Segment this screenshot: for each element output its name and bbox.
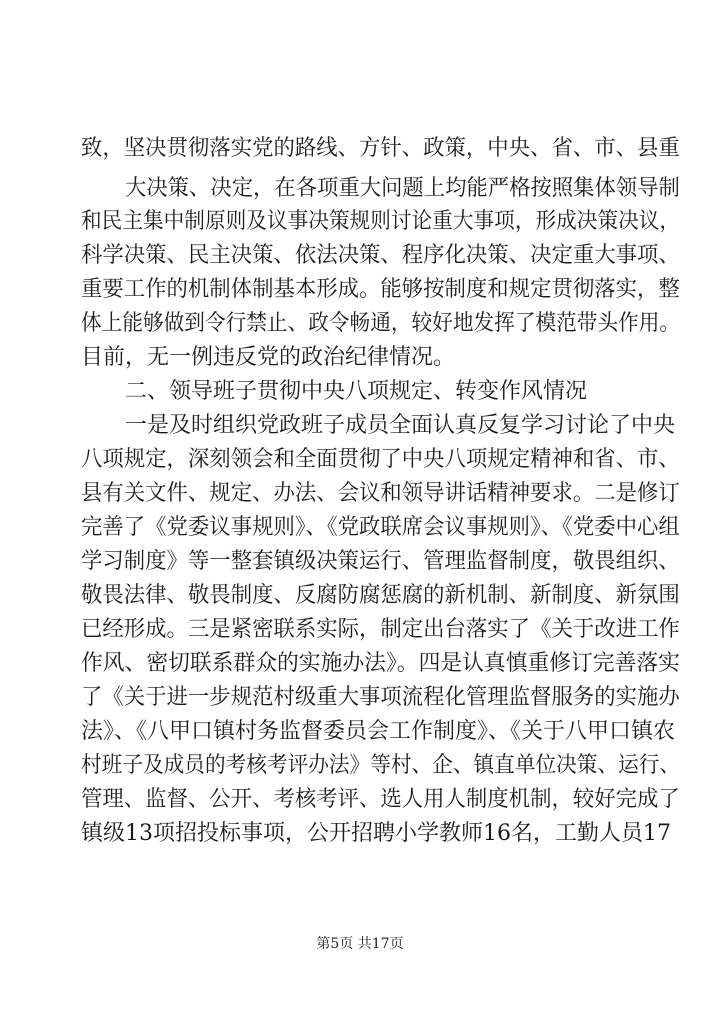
text-line: 村班子及成员的考核考评办法》等村、企、镇直单位决策、运行、	[81, 753, 681, 778]
text-line: 已经形成。三是紧密联系实际，制定出台落实了《关于改进工作	[81, 617, 680, 642]
text-line: 镇级13项招投标事项，公开招聘小学教师16名，工勤人员17	[81, 821, 671, 846]
text-line: 敬畏法律、敬畏制度、反腐防腐惩腐的新机制、新制度、新氛围	[81, 583, 680, 608]
text-line: 法》、《八甲口镇村务监督委员会工作制度》、《关于八甲口镇农	[81, 719, 676, 744]
text-line: 目前，无一例违反党的政治纪律情况。	[81, 345, 456, 370]
text-line: 一是及时组织党政班子成员全面认真反复学习讨论了中央	[125, 413, 676, 438]
text-line: 体上能够做到令行禁止、政令畅通，较好地发挥了模范带头作用。	[81, 311, 681, 336]
page-number-footer: 第5页 共17页	[316, 936, 404, 952]
text-line: 管理、监督、公开、考核考评、选人用人制度机制，较好完成了	[81, 787, 680, 812]
text-line: 重要工作的机制体制基本形成。能够按制度和规定贯彻落实，整	[81, 277, 680, 302]
text-line: 大决策、决定，在各项重大问题上均能严格按照集体领导制	[125, 176, 680, 201]
text-line: 致，坚决贯彻落实党的路线、方针、政策，中央、省、市、县重	[81, 136, 680, 161]
text-line: 县有关文件、规定、办法、会议和领导讲话精神要求。二是修订	[81, 481, 680, 506]
text-line: 科学决策、民主决策、依法决策、程序化决策、决定重大事项、	[81, 243, 680, 268]
text-line: 八项规定，深刻领会和全面贯彻了中央八项规定精神和省、市、	[81, 447, 680, 472]
text-line: 作风、密切联系群众的实施办法》。四是认真慎重修订完善落实	[81, 651, 680, 676]
text-line: 了《关于进一步规范村级重大事项流程化管理监督服务的实施办	[81, 685, 680, 710]
section-heading: 二、领导班子贯彻中央八项规定、转变作风情况	[125, 379, 588, 404]
text-line: 和民主集中制原则及议事决策规则讨论重大事项，形成决策决议，	[81, 209, 681, 234]
text-line: 学习制度》等一整套镇级决策运行、管理监督制度，敬畏组织、	[81, 549, 680, 574]
text-line: 完善了《党委议事规则》、《党政联席会议事规则》、《党委中心组	[81, 515, 680, 540]
